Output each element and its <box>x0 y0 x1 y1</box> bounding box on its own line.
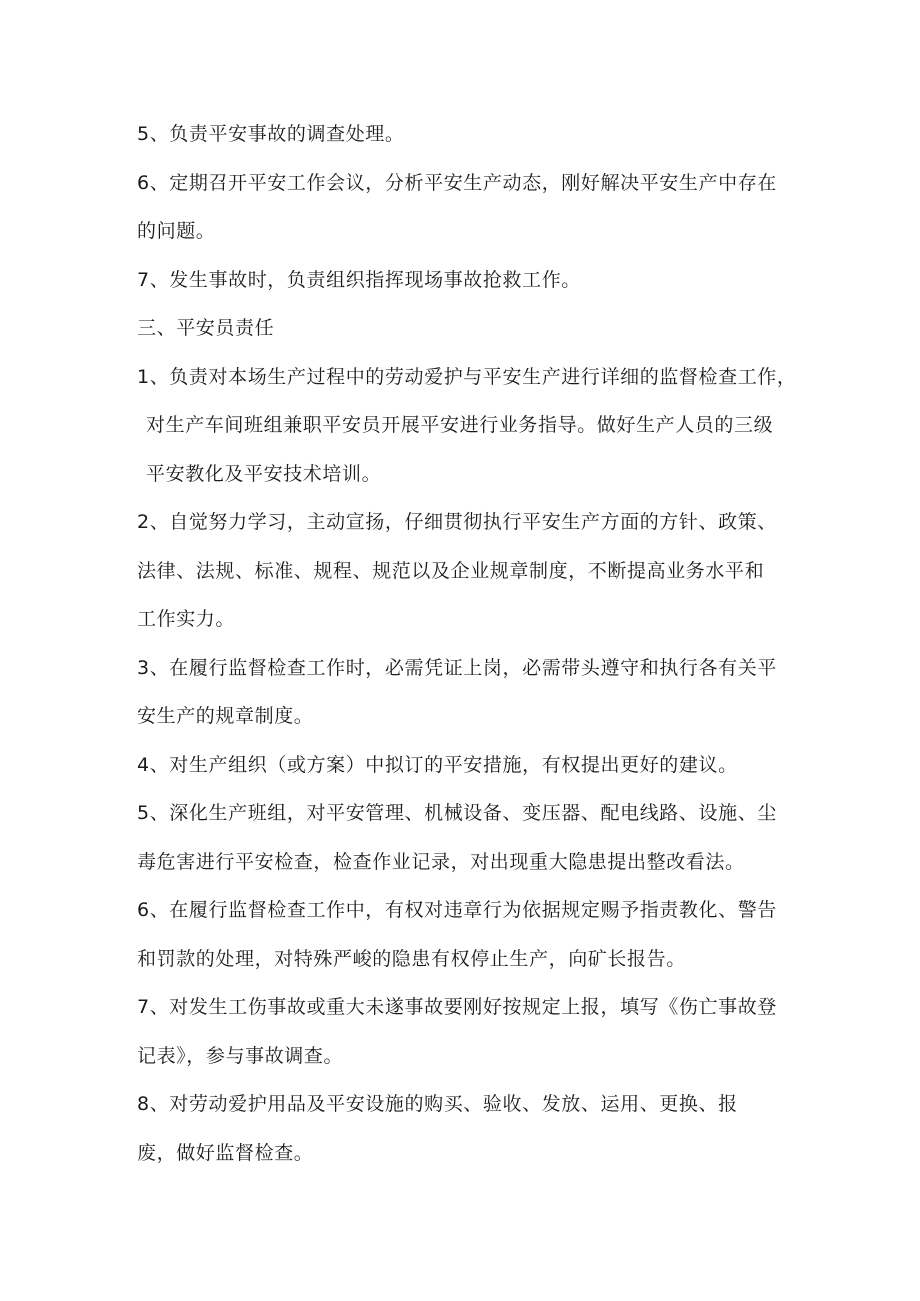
text-line: 安生产的规章制度。 <box>137 705 314 727</box>
text-line: 和罚款的处理，对特殊严峻的隐患有权停止生产，向矿长报告。 <box>137 947 686 970</box>
document-body <box>137 110 797 1177</box>
text-line: 3、在履行监督检查工作时，必需凭证上岗，必需带头遵守和执行各有关平 <box>137 656 777 679</box>
text-line: 法律、法规、标准、规程、规范以及企业规章制度，不断提高业务水平和 <box>137 559 765 582</box>
text-line: 毒危害进行平安检查，检查作业记录，对出现重大隐患提出整改看法。 <box>137 850 745 873</box>
text-line: 5、深化生产班组，对平安管理、机械设备、变压器、配电线路、设施、尘 <box>137 802 777 824</box>
paragraph-duty-7 <box>137 256 797 305</box>
paragraph-resp-1 <box>137 353 797 499</box>
paragraph-duty-5 <box>137 110 797 159</box>
text-line: 对生产车间班组兼职平安员开展平安进行业务指导。做好生产人员的三级 <box>146 414 774 436</box>
text-line: 4、对生产组织（或方案）中拟订的平安措施，有权提出更好的建议。 <box>137 753 738 776</box>
section-heading <box>137 304 797 353</box>
text-line: 的问题。 <box>137 220 216 242</box>
text-line: 2、自觉努力学习，主动宣扬，仔细贯彻执行平安生产方面的方针、政策、 <box>137 511 777 533</box>
text-line: 7、对发生工伤事故或重大未遂事故要刚好按规定上报，填写《伤亡事故登 <box>137 996 777 1018</box>
paragraph-resp-5 <box>137 789 797 886</box>
text-line: 5、负责平安事故的调查处理。 <box>137 123 405 145</box>
text-line: 记表》，参与事故调查。 <box>137 1044 344 1067</box>
text-line: 6、定期召开平安工作会议，分析平安生产动态，刚好解决平安生产中存在 <box>137 171 777 194</box>
paragraph-resp-7 <box>137 983 797 1080</box>
text-line: 平安教化及平安技术培训。 <box>146 462 382 485</box>
text-line: 1、负责对本场生产过程中的劳动爱护与平安生产进行详细的监督检查工作， <box>137 365 797 388</box>
paragraph-resp-8 <box>137 1080 797 1177</box>
text-line: 废，做好监督检查。 <box>137 1141 314 1164</box>
text-line: 工作实力。 <box>137 608 236 630</box>
heading-text: 三、平安员责任 <box>137 317 275 339</box>
text-line: 6、在履行监督检查工作中，有权对违章行为依据规定赐予指责教化、警告 <box>137 899 777 921</box>
text-line: 7、发生事故时，负责组织指挥现场事故抢救工作。 <box>137 268 581 291</box>
paragraph-resp-6 <box>137 886 797 983</box>
text-line: 8、对劳动爱护用品及平安设施的购买、验收、发放、运用、更换、报 <box>137 1093 738 1115</box>
paragraph-resp-3 <box>137 644 797 741</box>
paragraph-duty-6 <box>137 159 797 256</box>
paragraph-resp-4 <box>137 741 797 790</box>
paragraph-resp-2 <box>137 498 797 644</box>
